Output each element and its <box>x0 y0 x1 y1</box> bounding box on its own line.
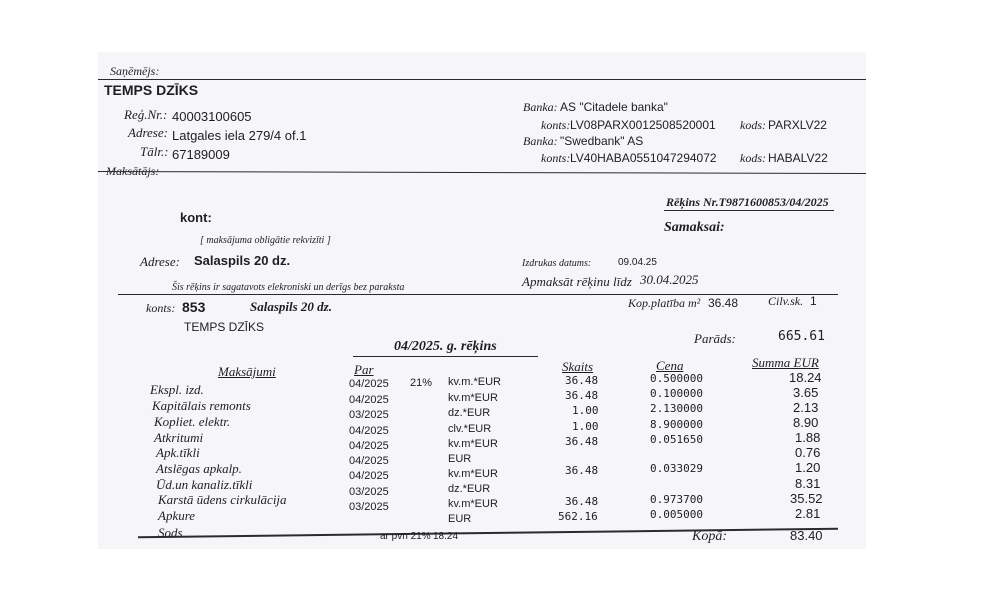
row-name: Ekspl. izd. <box>150 382 204 397</box>
divider <box>118 294 838 295</box>
invoice-number: Rēķins Nr.T9871600853/04/2025 <box>666 195 829 209</box>
row-unit: kv.m*EUR <box>448 498 498 510</box>
row-sum: 1.88 <box>795 430 821 445</box>
konts-label: konts: <box>146 301 176 315</box>
row-name: Apkure <box>158 508 196 523</box>
row-sum: 8.90 <box>793 415 819 430</box>
row-period: 04/2025 <box>349 425 389 437</box>
bank2-account: LV40HABA0551047294072 <box>570 151 717 165</box>
row-unit: clv.*EUR <box>448 423 492 435</box>
row-unit: kv.m.*EUR <box>448 376 501 388</box>
bank1-account: LV08PARX0012508520001 <box>570 118 716 132</box>
bank2-code-label: kods: <box>740 151 766 165</box>
row-sum: 18.24 <box>789 370 822 385</box>
row-count: 1.00 <box>572 404 599 417</box>
row-count: 36.48 <box>565 464 599 477</box>
reg-value: 40003100605 <box>172 109 252 124</box>
row-sum: 1.20 <box>795 460 821 475</box>
row-name: Kopliet. elektr. <box>154 414 231 429</box>
col-header-price: Cena <box>656 358 684 373</box>
row-name: Atslēgas apkalp. <box>156 461 242 476</box>
total-value: 83.40 <box>790 528 823 543</box>
reg-label: Reģ.Nr.: <box>124 107 168 122</box>
bank1-code: PARXLV22 <box>768 118 827 132</box>
row-price: 0.973700 <box>650 493 703 506</box>
invoice-paper <box>98 52 866 549</box>
debt-label: Parāds: <box>694 331 736 346</box>
row-period: 03/2025 <box>349 486 389 498</box>
people-value: 1 <box>810 294 817 308</box>
row-period: 04/2025 <box>349 455 389 467</box>
vat-note: ar pvn 21% <box>380 531 431 542</box>
row-name: Sods <box>158 525 183 540</box>
row-sum: 3.65 <box>793 385 819 400</box>
account-address: Salaspils 20 dz. <box>250 299 332 314</box>
row-period: 03/2025 <box>349 409 389 421</box>
row-price: 0.033029 <box>650 462 703 475</box>
row-name: Karstā ūdens cirkulācija <box>158 492 287 507</box>
col-header-payments: Maksājumi <box>218 364 276 379</box>
account-company: TEMPS DZĪKS <box>184 320 265 334</box>
debt-value: 665.61 <box>778 329 825 344</box>
row-unit: dz.*EUR <box>448 407 491 419</box>
print-date-label: Izdrukas datums: <box>522 258 592 269</box>
bank2-name: "Swedbank" AS <box>560 134 644 148</box>
row-sum: 8.31 <box>795 476 821 491</box>
row-period: 04/2025 <box>349 378 389 390</box>
total-divider <box>138 528 838 539</box>
bank1-account-label: konts: <box>541 118 571 132</box>
bank1-name: AS "Citadele banka" <box>560 100 668 114</box>
row-price: 8.900000 <box>650 418 703 431</box>
address-label: Adrese: <box>128 125 168 140</box>
people-label: Cilv.sk. <box>768 294 804 308</box>
to-pay-label: Samaksai: <box>664 220 725 235</box>
row-unit: dz.*EUR <box>448 483 491 495</box>
row-price: 0.500000 <box>650 372 703 385</box>
payer-konts-label: kont: <box>180 210 212 225</box>
area-label: Kop.platība m² <box>628 296 701 310</box>
divider <box>664 210 834 211</box>
phone-value: 67189009 <box>172 147 230 162</box>
divider <box>353 356 538 357</box>
row-vat: 21% <box>410 377 433 389</box>
row-period: 04/2025 <box>349 394 389 406</box>
col-header-count: Skaits <box>562 359 594 374</box>
bank2-code: HABALV22 <box>768 151 828 165</box>
row-period: 03/2025 <box>349 501 389 513</box>
divider <box>98 171 866 174</box>
requisites-note: [ maksājuma obligātie rekvizīti ] <box>200 235 331 246</box>
row-price: 0.100000 <box>650 387 703 400</box>
row-sum: 2.13 <box>793 400 819 415</box>
address-value: Latgales iela 279/4 of.1 <box>172 128 307 143</box>
recipient-label: Saņēmējs: <box>110 64 160 78</box>
row-count: 1.00 <box>572 420 599 433</box>
row-name: Apk.tīkli <box>156 445 200 460</box>
row-unit: EUR <box>448 513 472 525</box>
row-unit: kv.m*EUR <box>448 468 498 480</box>
payer-address-label: Adrese: <box>140 254 180 269</box>
row-price: 0.051650 <box>650 433 703 446</box>
row-sum: 2.81 <box>795 506 821 521</box>
area-value: 36.48 <box>708 296 739 310</box>
row-period: 04/2025 <box>349 440 389 452</box>
konts-number: 853 <box>182 299 206 315</box>
row-count: 36.48 <box>565 374 599 387</box>
row-name: Kapitālais remonts <box>152 398 251 413</box>
col-header-sum: Summa EUR <box>752 355 819 370</box>
row-count: 36.48 <box>565 435 599 448</box>
col-header-for: Par <box>354 362 374 377</box>
row-sum: 35.52 <box>790 491 823 506</box>
bank2-label: Banka: <box>523 134 558 148</box>
total-label: Kopā: <box>692 529 727 544</box>
vat-amount: 18.24 <box>433 531 459 542</box>
row-period: 04/2025 <box>349 470 389 482</box>
pay-until-label: Apmaksāt rēķinu līdz <box>522 274 632 289</box>
row-price: 0.005000 <box>650 508 703 521</box>
row-sum: 0.76 <box>795 445 821 460</box>
row-name: Atkritumi <box>154 430 204 445</box>
row-price: 2.130000 <box>650 402 703 415</box>
row-unit: kv.m*EUR <box>448 438 498 450</box>
divider <box>98 79 866 80</box>
bill-title: 04/2025. g. rēķins <box>394 339 497 354</box>
row-unit: kv.m*EUR <box>448 392 498 404</box>
bank1-code-label: kods: <box>740 118 766 132</box>
bank1-label: Banka: <box>523 100 558 114</box>
bank2-account-label: konts: <box>541 151 571 165</box>
row-count: 36.48 <box>565 389 599 402</box>
row-unit: EUR <box>448 453 472 465</box>
payer-label: Maksātājs: <box>106 164 160 178</box>
row-count: 36.48 <box>565 495 599 508</box>
payer-address-value: Salaspils 20 dz. <box>194 253 291 268</box>
row-name: Ūd.un kanaliz.tīkli <box>156 477 253 492</box>
pay-until-date: 30.04.2025 <box>640 272 699 287</box>
row-count: 562.16 <box>558 510 598 523</box>
print-date: 09.04.25 <box>618 257 657 268</box>
e-invoice-note: Šis rēķins ir sagatavots elekroniski un derīgs bez paraksta <box>172 282 405 293</box>
phone-label: Tālr.: <box>140 144 169 159</box>
recipient-name: TEMPS DZĪKS <box>104 82 199 98</box>
